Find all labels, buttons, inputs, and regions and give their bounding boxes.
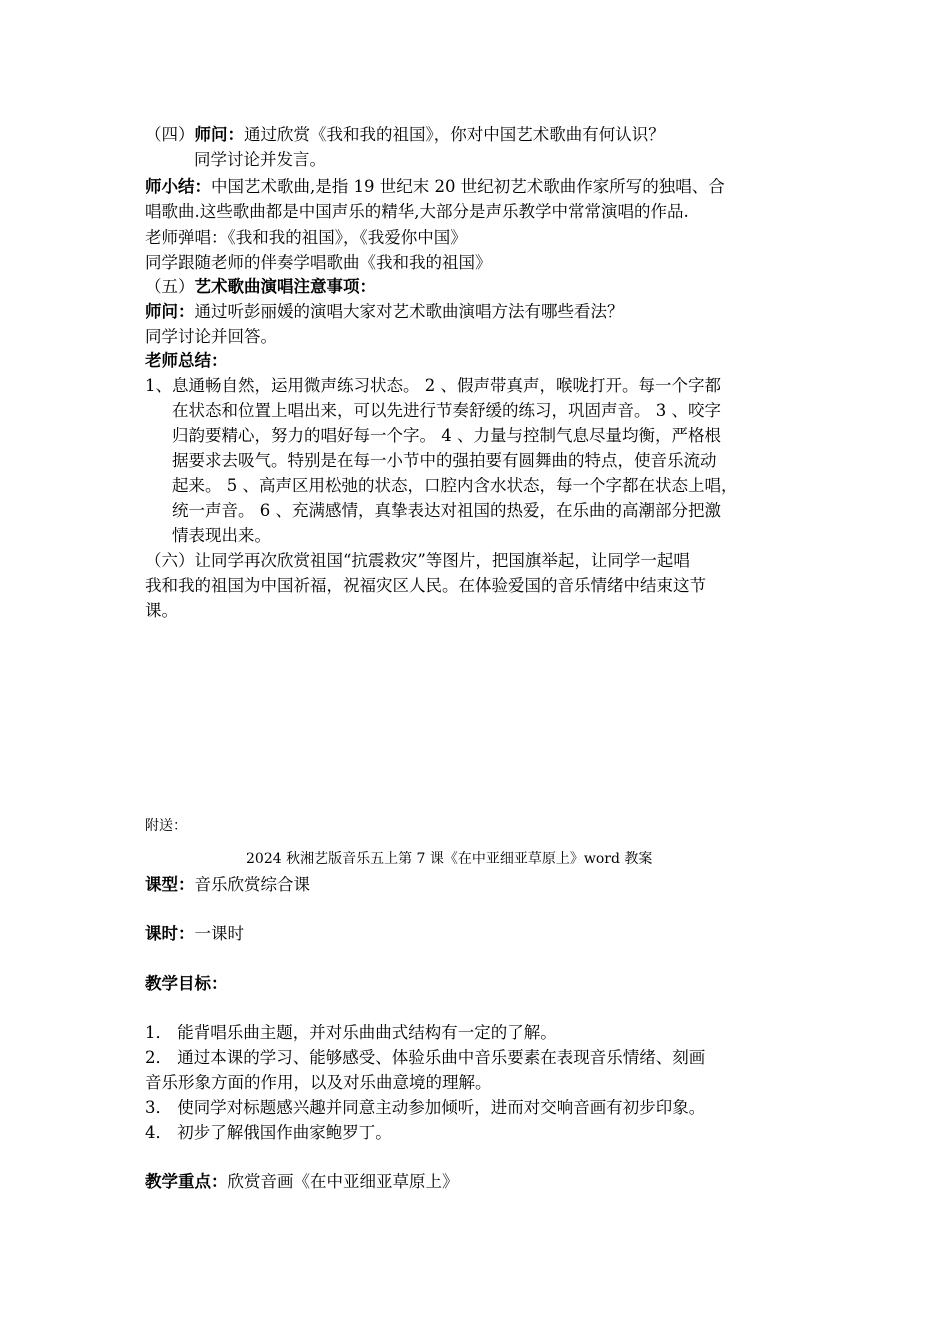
section5-question: 通过听彭丽媛的演唱大家对艺术歌曲演唱方法有哪些看法？ bbox=[194, 302, 624, 321]
focus-line bbox=[145, 1169, 459, 1194]
type-value: 音乐欣赏综合课 bbox=[194, 875, 310, 894]
section4-summary-line1 bbox=[145, 174, 725, 199]
section5-question-line bbox=[145, 299, 624, 324]
appendix-doc-title: 2024 秋湘艺版音乐五上第 7 课《在中亚细亚草原上》word 教案 bbox=[246, 851, 653, 867]
section4-learn-line: 同学跟随老师的伴奏学唱歌曲《我和我的祖国》 bbox=[145, 253, 492, 272]
goal-line: 4． 初步了解俄国作曲家鲍罗丁。 bbox=[145, 1123, 392, 1142]
section6-line: 课。 bbox=[145, 601, 178, 620]
section4-discussion: 同学讨论并发言。 bbox=[194, 150, 326, 169]
section5-title: 艺术歌曲演唱注意事项： bbox=[194, 277, 376, 296]
section6-line: 我和我的祖国为中国祈福，祝福灾区人民。在体验爱国的音乐情绪中结束这节 bbox=[145, 576, 706, 595]
section5-point-line: 归韵要精心，努力的唱好每一个字。 4 、力量与控制气息尽量均衡，严格根 bbox=[172, 426, 721, 445]
section4-question: 通过欣赏《我和我的祖国》，你对中国艺术歌曲有何认识？ bbox=[244, 125, 665, 144]
section4-sing-line: 老师弹唱：《我和我的祖国》，《我爱你中国》 bbox=[145, 228, 467, 247]
section5-point-line: 起来。 5 、高声区用松弛的状态，口腔内含水状态，每一个字都在状态上唱， bbox=[172, 476, 738, 495]
focus-value: 欣赏音画《在中亚细亚草原上》 bbox=[227, 1172, 459, 1191]
goal-line: 音乐形象方面的作用，以及对乐曲意境的理解。 bbox=[145, 1073, 492, 1092]
appendix-period-line bbox=[145, 921, 244, 946]
section5-point-line: 1、息通畅自然，运用微声练习状态。 2 、假声带真声，喉咙打开。每一个字都 bbox=[145, 376, 721, 395]
section5-prefix: （五） bbox=[145, 277, 195, 296]
focus-label: 教学重点： bbox=[145, 1172, 228, 1191]
section5-question-label: 师问： bbox=[145, 302, 195, 321]
appendix-label: 附送： bbox=[145, 818, 187, 834]
goal-line: 3． 使同学对标题感兴趣并同意主动参加倾听，进而对交响音画有初步印象。 bbox=[145, 1098, 706, 1117]
section4-question-label: 师问： bbox=[194, 125, 244, 144]
section4-prefix: （四） bbox=[145, 125, 195, 144]
section4-summary-text1: 中国艺术歌曲,是指 19 世纪末 20 世纪初艺术歌曲作家所写的独唱、合 bbox=[211, 177, 725, 196]
section5-point-line: 统一声音。 6 、充满感情，真挚表达对祖国的热爱，在乐曲的高潮部分把激 bbox=[172, 501, 721, 520]
period-value: 一课时 bbox=[194, 924, 244, 943]
section4-summary-line2: 唱歌曲.这些歌曲都是中国声乐的精华,大部分是声乐教学中常常演唱的作品. bbox=[145, 202, 689, 221]
goal-line: 1． 能背唱乐曲主题，并对乐曲曲式结构有一定的了解。 bbox=[145, 1023, 557, 1042]
goal-line: 2． 通过本课的学习、能够感受、体验乐曲中音乐要素在表现音乐情绪、刻画 bbox=[145, 1048, 706, 1067]
goals-label: 教学目标： bbox=[145, 974, 228, 993]
section4-question-line bbox=[145, 122, 665, 147]
appendix-type-line bbox=[145, 872, 310, 897]
section5-point-line: 在状态和位置上唱出来，可以先进行节奏舒缓的练习，巩固声音。 3 、咬字 bbox=[172, 401, 721, 420]
section5-summary-label: 老师总结： bbox=[145, 351, 228, 370]
section5-point-line: 据要求去吸气。特别是在每一小节中的强拍要有圆舞曲的特点，使音乐流动 bbox=[172, 451, 717, 470]
section5-point-line: 情表现出来。 bbox=[172, 526, 271, 545]
section6-line: （六）让同学再次欣赏祖国“抗震救灾”等图片，把国旗举起，让同学一起唱 bbox=[145, 551, 690, 570]
type-label: 课型： bbox=[145, 875, 195, 894]
section5-title-line bbox=[145, 274, 376, 299]
period-label: 课时： bbox=[145, 924, 195, 943]
section4-summary-label: 师小结： bbox=[145, 177, 211, 196]
section5-discussion: 同学讨论并回答。 bbox=[145, 327, 277, 346]
